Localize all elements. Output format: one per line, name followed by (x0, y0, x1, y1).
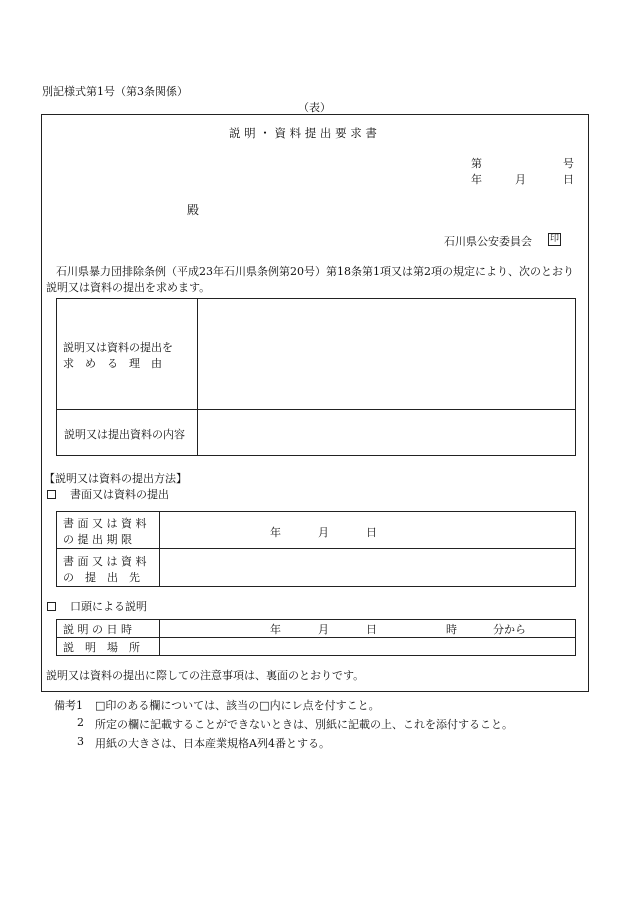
destination-field[interactable] (166, 552, 570, 583)
documents-checkbox[interactable] (47, 490, 56, 499)
issuer-name: 石川県公安委員会 (444, 235, 532, 248)
deadline-month: 月 (318, 526, 329, 539)
method-heading: 【説明又は資料の提出方法】 (44, 472, 187, 485)
option-oral-label: 口頭による説明 (70, 600, 147, 613)
remarks-note1: □印のある欄については、該当の□内にレ点を付すこと。 (95, 699, 380, 712)
datetime-year: 年 (270, 623, 281, 636)
remarks-note3: 用紙の大きさは、日本産業規格A列4番とする。 (95, 737, 330, 750)
seal-mark: 印 (549, 234, 559, 244)
datetime-hour: 時 (446, 623, 457, 636)
reason-label-line1: 説明又は資料の提出を (63, 341, 173, 354)
option-documents-label: 書面又は資料の提出 (70, 488, 169, 501)
oral-table-row-divider (56, 637, 576, 638)
date-month: 月 (515, 173, 526, 186)
document-title: 説 明 ・ 資 料 提 出 要 求 書 (229, 126, 377, 140)
datetime-month: 月 (318, 623, 329, 636)
number-dai: 第 (471, 157, 482, 170)
content-field[interactable] (205, 414, 570, 452)
option-documents[interactable] (47, 486, 169, 502)
datetime-minute: 分から (493, 623, 526, 636)
request-table-row-divider (56, 409, 576, 410)
footer-note: 説明又は資料の提出に際しての注意事項は、裏面のとおりです。 (46, 669, 365, 682)
datetime-label: 説 明 の 日 時 (63, 623, 132, 636)
remarks-note2: 所定の欄に記載することができないときは、別紙に記載の上、これを添付すること。 (95, 718, 513, 731)
oral-checkbox[interactable] (47, 602, 56, 611)
destination-label-line2: の 提 出 先 (63, 571, 140, 584)
remarks-note3-number: 3 (77, 735, 84, 748)
date-year: 年 (471, 173, 482, 186)
place-field[interactable] (166, 639, 570, 654)
deadline-label-line2: の 提 出 期 限 (63, 533, 132, 546)
remarks-note2-number: 2 (77, 716, 84, 729)
documents-table-divider (159, 511, 160, 587)
remarks-label: 備考1 (54, 699, 83, 712)
option-oral[interactable] (47, 598, 147, 614)
documents-table-row-divider (56, 548, 576, 549)
body-text-line1: 石川県暴力団排除条例（平成23年石川県条例第20号）第18条第1項又は第2項の規定により、次のとおり (56, 265, 574, 278)
date-day: 日 (563, 173, 574, 186)
place-label: 説 明 場 所 (63, 641, 140, 654)
deadline-year: 年 (270, 526, 281, 539)
addressee-suffix: 殿 (187, 203, 200, 217)
body-text-line2: 説明又は資料の提出を求めます。 (46, 281, 211, 294)
side-label: （表） (298, 101, 331, 114)
reason-field[interactable] (205, 305, 570, 405)
form-reference: 別記様式第1号（第3条関係） (42, 85, 188, 98)
destination-label-line1: 書 面 又 は 資 料 (63, 555, 147, 568)
deadline-day: 日 (366, 526, 377, 539)
number-go: 号 (563, 157, 574, 170)
deadline-label-line1: 書 面 又 は 資 料 (63, 517, 147, 530)
content-label: 説明又は提出資料の内容 (64, 428, 185, 441)
datetime-day: 日 (366, 623, 377, 636)
reason-label-line2: 求 め る 理 由 (63, 357, 162, 370)
request-table-divider (197, 298, 198, 456)
